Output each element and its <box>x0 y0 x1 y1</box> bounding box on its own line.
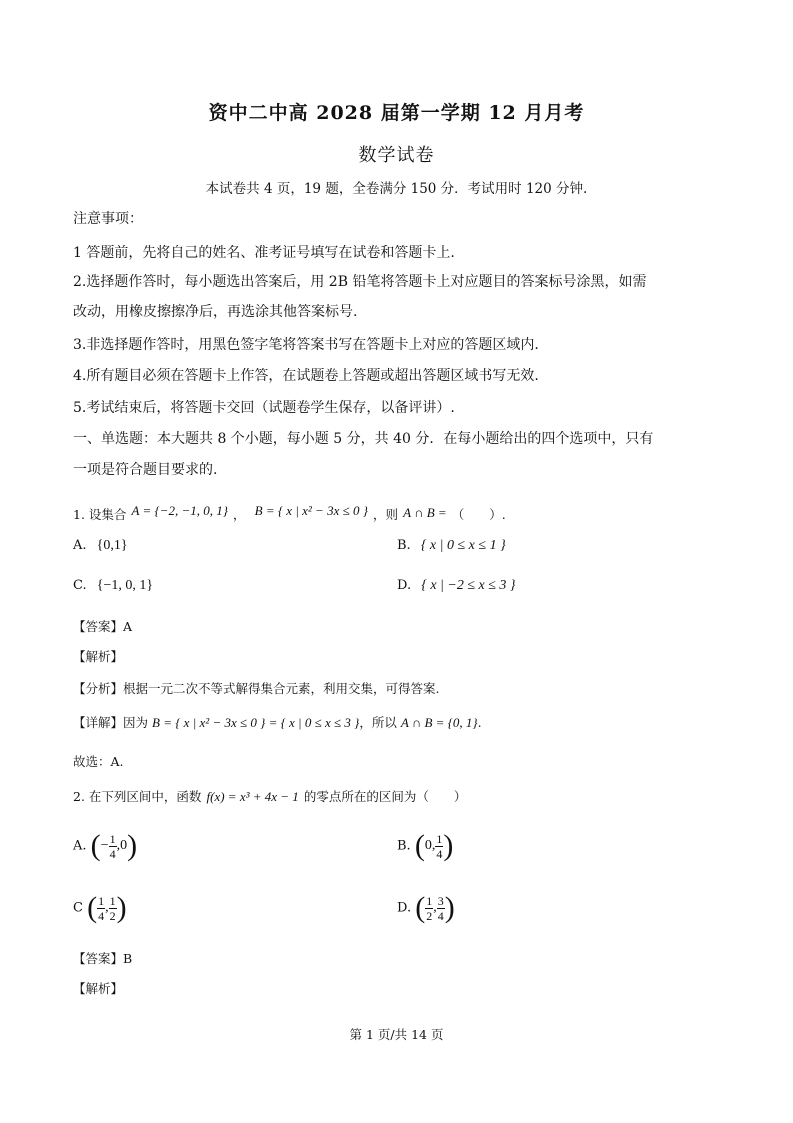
q1-prefix: 1. 设集合 <box>73 507 127 522</box>
option-label: B. <box>397 538 411 553</box>
option-value: {0,1} <box>96 538 128 553</box>
numerator: 1 <box>98 893 105 908</box>
right-paren: ) <box>116 891 127 924</box>
left-paren: ( <box>415 891 426 924</box>
option-value: { x | −2 ≤ x ≤ 3 } <box>421 578 516 593</box>
xiangjie-end: . <box>477 715 482 730</box>
comma: , <box>105 900 109 915</box>
option-part: 0, <box>424 838 436 853</box>
section-heading-cont: 一项是符合题目要求的. <box>73 462 218 478</box>
q1-xiangjie <box>73 713 482 731</box>
q1-option-c <box>73 578 153 594</box>
right-paren: ) <box>127 829 138 862</box>
numerator: 1 <box>109 893 116 908</box>
note-item: 改动，用橡皮擦擦净后，再选涂其他答案标号. <box>73 304 358 320</box>
q2-option-b <box>397 831 453 861</box>
option-label: D. <box>397 900 412 916</box>
denominator: 4 <box>437 908 444 923</box>
option-label: C <box>73 900 83 916</box>
answer-value: A <box>123 619 133 634</box>
fenxi-text: 根据一元二次不等式解得集合元素，利用交集，可得答案. <box>123 681 440 696</box>
q1-blank: （ ）. <box>451 507 506 522</box>
q1-option-b <box>397 538 506 554</box>
q1-analysis-tag: 【解析】 <box>73 649 124 664</box>
exam-info: 本试卷共 4 页，19 题，全卷满分 150 分．考试用时 120 分钟. <box>205 181 588 197</box>
option-label: D. <box>397 578 412 593</box>
option-value: { x | 0 ≤ x ≤ 1 } <box>420 538 506 553</box>
answer-tag: 【答案】 <box>73 619 124 634</box>
note-item: 2.选择题作答时，每小题选出答案后，用 2B 铅笔将答题卡上对应题目的答案标号涂黑，如需 <box>73 274 647 290</box>
xiangjie-pre: 因为 <box>123 715 149 730</box>
q1-fenxi <box>73 679 440 697</box>
q2-analysis-tag: 【解析】 <box>73 981 124 996</box>
notes-heading: 注意事项： <box>73 211 143 227</box>
denominator: 2 <box>426 908 433 923</box>
fraction <box>109 894 117 923</box>
exam-subtitle: 数学试卷 <box>358 145 435 166</box>
xiangjie-math: A ∩ B = {0, 1} <box>400 715 478 730</box>
denominator: 4 <box>436 846 443 861</box>
xiangjie-mid: ，所以 <box>359 715 397 730</box>
fraction <box>97 894 105 923</box>
left-paren: ( <box>90 829 101 862</box>
question-2-stem <box>73 786 466 805</box>
q2-function: f(x) = x³ + 4x − 1 <box>206 789 299 804</box>
fenxi-tag: 【分析】 <box>73 681 124 696</box>
xiangjie-tag: 【详解】 <box>73 715 124 730</box>
q2-option-c <box>73 893 127 923</box>
exam-title: 资中二中高 2028 届第一学期 12 月月考 <box>208 102 585 124</box>
q1-ask: A ∩ B = <box>403 505 447 520</box>
option-part: ,0 <box>116 838 128 853</box>
xiangjie-math: B = { x | x² − 3x ≤ 0 } = { x | 0 ≤ x ≤ 3 } <box>152 715 360 730</box>
left-paren: ( <box>414 829 425 862</box>
note-item: 5.考试结束后，将答题卡交回（试题卷学生保存，以备评讲）. <box>73 400 455 416</box>
q1-answer <box>73 617 132 635</box>
q2-answer <box>73 949 132 967</box>
q1-set-b: B = { x | x² − 3x ≤ 0 } <box>254 503 368 518</box>
numerator: 3 <box>437 893 444 908</box>
option-label: C. <box>73 578 87 593</box>
q1-comma: ， <box>233 507 246 522</box>
option-part: − <box>100 838 109 853</box>
question-1-stem <box>73 503 506 523</box>
option-label: B. <box>397 838 411 854</box>
q1-then: ，则 <box>373 507 399 522</box>
answer-value: B <box>123 951 133 966</box>
denominator: 4 <box>98 908 105 923</box>
numerator: 1 <box>436 831 443 846</box>
numerator: 1 <box>426 893 433 908</box>
q1-set-a: A = {−2, −1, 0, 1} <box>131 503 228 518</box>
denominator: 4 <box>109 846 116 861</box>
q1-choose: 故选：A. <box>73 754 124 769</box>
page-footer: 第 1 页/共 14 页 <box>349 1027 444 1042</box>
right-paren: ) <box>444 891 455 924</box>
comma: , <box>433 900 437 915</box>
note-item: 3.非选择题作答时，用黑色签字笔将答案书写在答题卡上对应的答题区域内. <box>73 337 539 353</box>
q1-option-a <box>73 538 128 554</box>
right-paren: ) <box>443 829 454 862</box>
answer-tag: 【答案】 <box>73 951 124 966</box>
q1-option-d <box>397 578 516 594</box>
q2-prefix: 2. 在下列区间中，函数 <box>73 789 202 804</box>
option-value: {−1, 0, 1} <box>96 578 154 593</box>
note-item: 1 答题前，先将自己的姓名、准考证号填写在试卷和答题卡上. <box>73 245 455 261</box>
fraction <box>437 894 445 923</box>
q2-option-d <box>397 893 455 923</box>
numerator: 1 <box>109 831 116 846</box>
option-label: A. <box>73 538 87 553</box>
left-paren: ( <box>87 891 98 924</box>
fraction <box>109 832 117 861</box>
denominator: 2 <box>109 908 116 923</box>
section-heading: 一、单选题：本大题共 8 个小题，每小题 5 分，共 40 分．在每小题给出的四个选项中，只有 <box>73 431 654 447</box>
q2-suffix: 的零点所在的区间为（ ） <box>303 789 467 804</box>
note-item: 4.所有题目必须在答题卡上作答，在试题卷上答题或超出答题区域书写无效. <box>73 368 539 384</box>
q2-option-a <box>73 831 137 861</box>
option-label: A. <box>73 838 87 854</box>
